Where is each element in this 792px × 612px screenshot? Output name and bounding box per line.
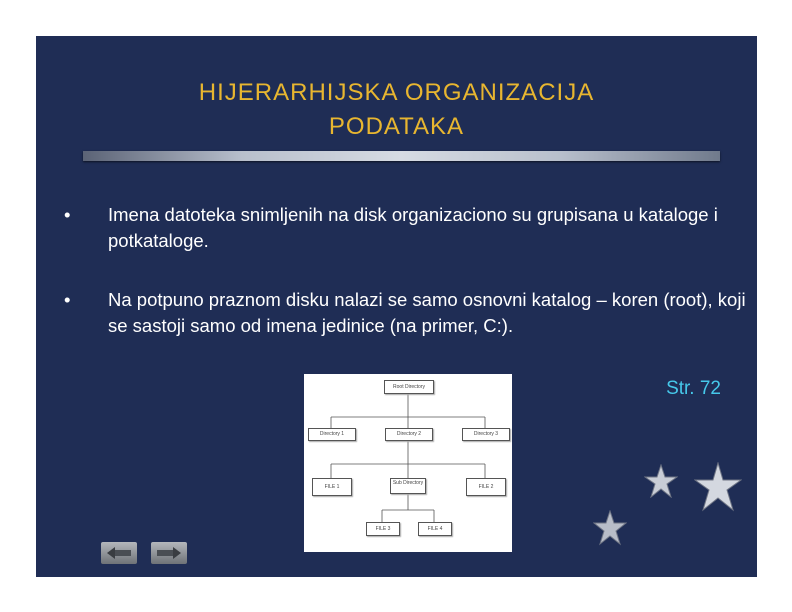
page-reference: Str. 72 [666, 378, 721, 399]
slide [36, 36, 757, 577]
title-divider [83, 151, 720, 161]
slide-title [36, 76, 757, 144]
star-icon [644, 464, 678, 498]
file-3-box: FILE 3 [366, 522, 400, 536]
bullet-text: Imena datoteka snimljenih na disk organizaciono su grupisana u kataloge i potkataloge. [108, 204, 718, 251]
directory-3-box: Directory 3 [462, 428, 510, 441]
file-1-box: FILE 1 [312, 478, 352, 496]
bullet-marker: • [64, 289, 71, 310]
arrow-right-icon [151, 542, 187, 564]
file-4-box: FILE 4 [418, 522, 452, 536]
directory-tree-diagram [304, 374, 512, 552]
star-icon [694, 462, 742, 512]
file-2-box: FILE 2 [466, 478, 506, 496]
previous-slide-button[interactable] [101, 542, 137, 564]
diagram-connectors [304, 374, 512, 552]
arrow-left-icon [101, 542, 137, 564]
bullet-marker: • [64, 204, 71, 225]
star-icon [593, 510, 627, 546]
title-line-1: HIJERARHIJSKA ORGANIZACIJA [198, 79, 595, 106]
directory-1-box: Directory 1 [308, 428, 356, 441]
root-directory-box: Root Directory [384, 380, 434, 394]
next-slide-button[interactable] [151, 542, 187, 564]
directory-2-box: Directory 2 [385, 428, 433, 441]
bullet-text: Na potpuno praznom disku nalazi se samo osnovni katalog – koren (root), koji se sastoji samo od imena jedinice (na primer, C:). [108, 289, 746, 336]
title-line-2: PODATAKA [328, 113, 465, 140]
sub-directory-box: Sub Directory [390, 478, 426, 494]
